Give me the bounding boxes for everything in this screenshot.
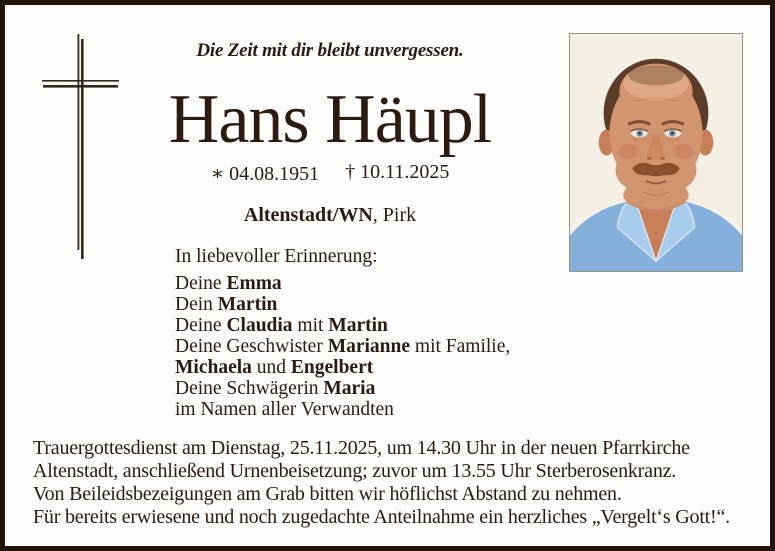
residence-primary: Altenstadt/WN bbox=[243, 204, 373, 226]
mourner-line: Dein Martin bbox=[175, 294, 278, 315]
mourner-line: Deine Claudia mit Martin bbox=[175, 315, 388, 336]
mourners-list bbox=[175, 273, 510, 420]
residence bbox=[150, 204, 510, 227]
mourner-line: Deine Emma bbox=[175, 273, 282, 294]
funeral-details-line: Altenstadt, anschließend Urnenbeisetzung; zuvor um 13.55 Uhr Sterberosenkranz. bbox=[33, 460, 677, 482]
life-dates bbox=[150, 161, 510, 186]
remembrance-heading: In liebevoller Erinnerung: bbox=[175, 246, 378, 267]
funeral-details-line: Für bereits erwiesene und noch zugedachte Anteilnahme ein herzliches „Vergelt‘s Gott!“. bbox=[33, 506, 730, 528]
mourner-line: Deine Geschwister Marianne mit Familie, bbox=[175, 336, 511, 357]
cross-icon bbox=[38, 30, 123, 265]
tagline: Die Zeit mit dir bleibt unvergessen. bbox=[196, 40, 464, 61]
deceased-name: Hans Häupl bbox=[168, 81, 492, 158]
funeral-details bbox=[33, 437, 730, 529]
birth-date: ∗ 04.08.1951 bbox=[210, 163, 320, 185]
mourner-line: Deine Schwägerin Maria bbox=[175, 378, 376, 399]
funeral-details-line: Trauergottesdienst am Dienstag, 25.11.2025, um 14.30 Uhr in der neuen Pfarrkirche bbox=[33, 437, 690, 459]
mourner-line: Michaela und Engelbert bbox=[175, 357, 374, 378]
death-date: † 10.11.2025 bbox=[345, 161, 450, 183]
death-symbol: † bbox=[345, 161, 356, 183]
mourner-line: im Namen aller Verwandten bbox=[175, 399, 394, 420]
funeral-details-line: Von Beileidsbezeigungen am Grab bitten wir höflichst Abstand zu nehmen. bbox=[33, 483, 622, 505]
residence-secondary: , Pirk bbox=[372, 204, 417, 226]
birth-symbol: ∗ bbox=[210, 163, 225, 185]
portrait-illustration bbox=[570, 34, 742, 271]
portrait-photo bbox=[569, 33, 743, 272]
